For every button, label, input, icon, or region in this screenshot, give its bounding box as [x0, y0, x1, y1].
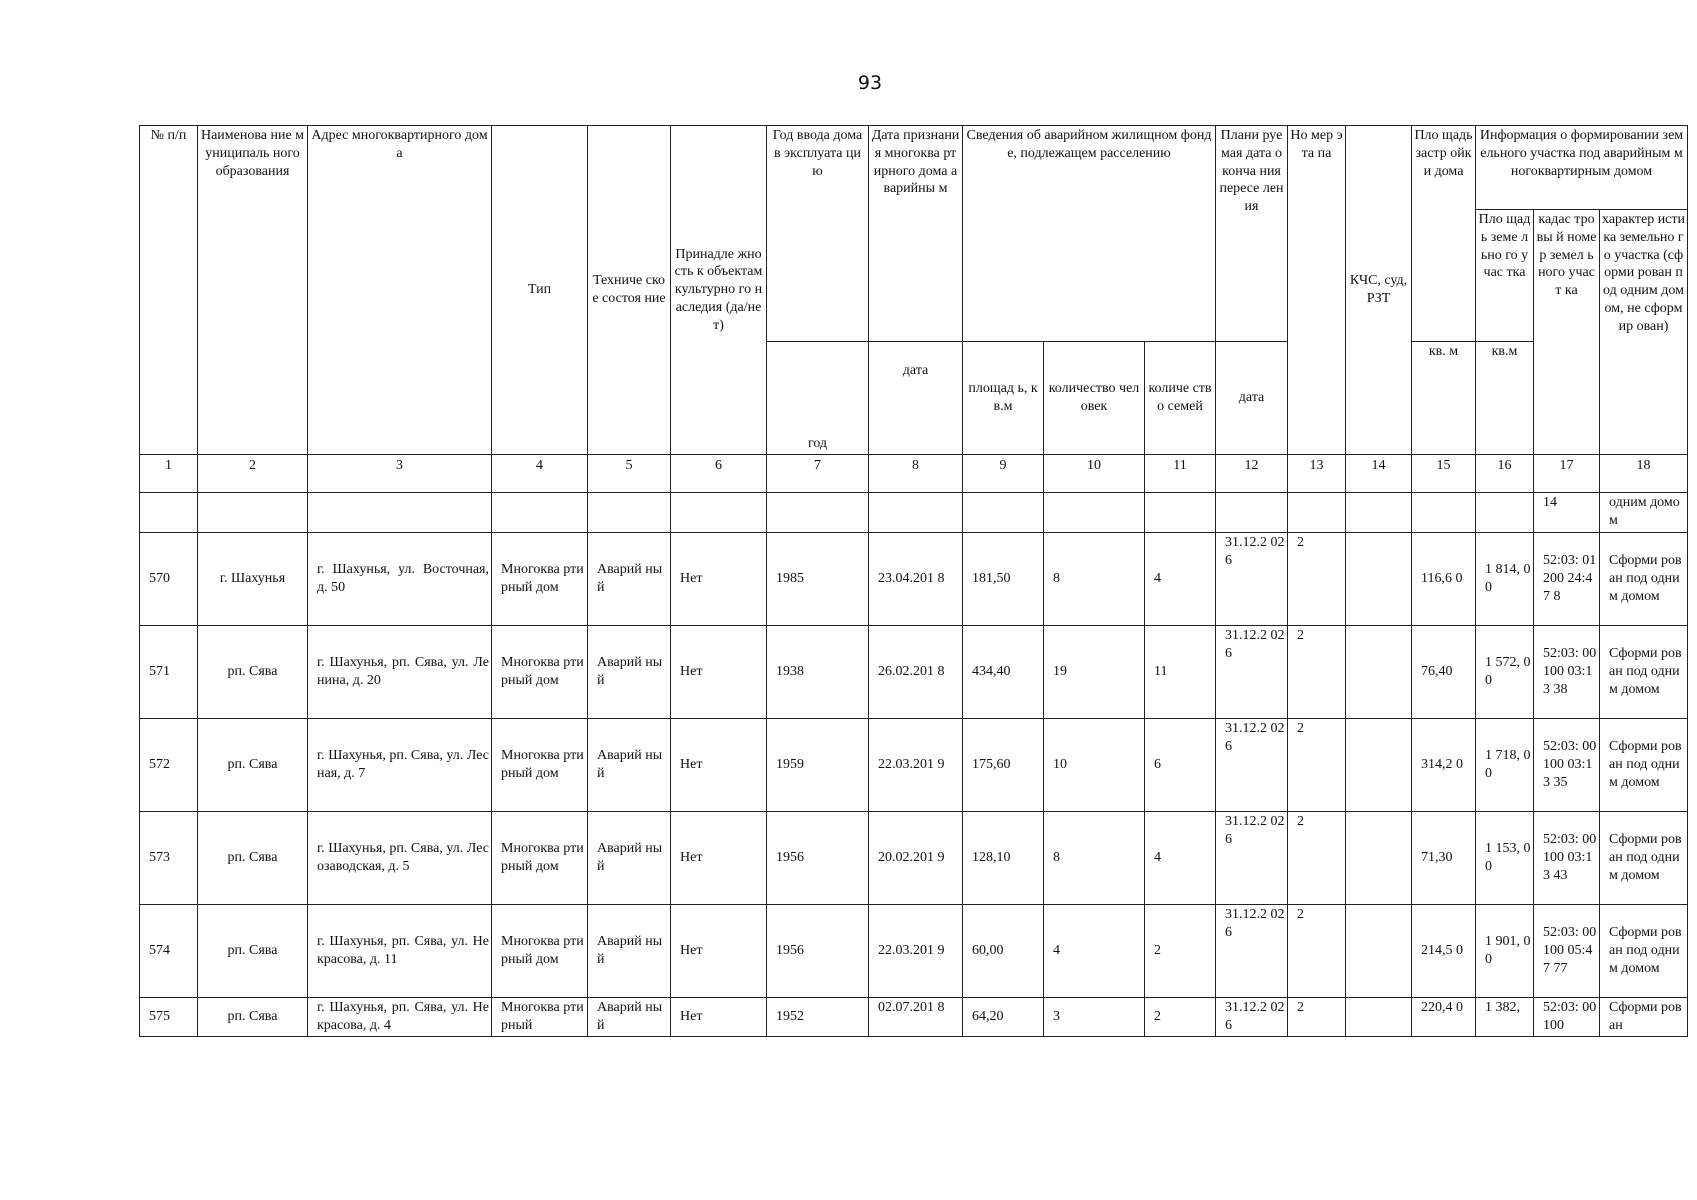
planned-date-cell: 31.12.2 026 — [1216, 905, 1288, 998]
year-cell: 1956 — [767, 905, 869, 998]
stage-cell: 2 — [1288, 626, 1346, 719]
type-cell: Многоква ртирный дом — [492, 626, 588, 719]
type-cell: Многоква ртирный дом — [492, 812, 588, 905]
table-row — [140, 533, 1688, 626]
kchs-cell — [1346, 905, 1412, 998]
col-number: 5 — [588, 455, 671, 493]
heritage-cell: Нет — [671, 812, 767, 905]
col-header-heritage: Принадле жность к объектам культурно го наследия (да/нет) — [671, 126, 767, 455]
col-number: 17 — [1534, 455, 1600, 493]
planned-date-cell: 31.12.2 026 — [1216, 998, 1288, 1037]
state-cell: Аварий ный — [588, 626, 671, 719]
cadastral-cell: 52:03: 00100 03:13 43 — [1534, 812, 1600, 905]
cadastral-cell: 52:03: 00100 03:13 35 — [1534, 719, 1600, 812]
stage-cell: 2 — [1288, 812, 1346, 905]
families-cell: 2 — [1145, 998, 1216, 1037]
land-char-cell: Сформи рован под одним домом — [1600, 626, 1688, 719]
municipality-cell: рп. Сява — [198, 905, 308, 998]
cadastral-cell: 52:03: 00100 03:13 38 — [1534, 626, 1600, 719]
address-cell: г. Шахунья, рп. Сява, ул. Лесозаводская, д. 5 — [308, 812, 492, 905]
col-header-land-char: характер истика земельно го участка (сформи рован под одним домом, не сформир ован) — [1600, 210, 1688, 455]
address-cell: г. Шахунья, ул. Восточная, д. 50 — [308, 533, 492, 626]
col-number: 11 — [1145, 455, 1216, 493]
recognition-date-cell: 02.07.201 8 — [869, 998, 963, 1037]
recognition-date-cell: 26.02.201 8 — [869, 626, 963, 719]
area-cell: 64,20 — [963, 998, 1044, 1037]
planned-date-cell: 31.12.2 026 — [1216, 533, 1288, 626]
land-area-cell: 1 153, 00 — [1476, 812, 1534, 905]
col-header-stage: Но мер эта па — [1288, 126, 1346, 455]
kchs-cell — [1346, 812, 1412, 905]
families-cell: 6 — [1145, 719, 1216, 812]
table-row — [140, 626, 1688, 719]
build-area-cell: 71,30 — [1412, 812, 1476, 905]
area-cell: 434,40 — [963, 626, 1044, 719]
municipality-cell: рп. Сява — [198, 812, 308, 905]
col-header-tech-state: Техниче ское состоя ние — [588, 126, 671, 455]
table-row — [140, 719, 1688, 812]
heritage-cell: Нет — [671, 626, 767, 719]
housing-register-table — [139, 125, 1688, 1037]
year-cell: 1985 — [767, 533, 869, 626]
build-area-cell: 214,5 0 — [1412, 905, 1476, 998]
unit-people: количество человек — [1044, 342, 1145, 455]
row-number: 572 — [140, 719, 198, 812]
kchs-cell — [1346, 719, 1412, 812]
col-header-kchs: КЧС, суд, РЗТ — [1346, 126, 1412, 455]
col-number: 12 — [1216, 455, 1288, 493]
page-number: 93 — [857, 72, 883, 94]
col-header-land-area: Пло щадь земе льно го учас тка — [1476, 210, 1534, 342]
col-number: 10 — [1044, 455, 1145, 493]
area-cell: 175,60 — [963, 719, 1044, 812]
people-cell: 8 — [1044, 812, 1145, 905]
land-area-cell: 1 572, 00 — [1476, 626, 1534, 719]
kchs-cell — [1346, 533, 1412, 626]
unit-land-area: кв.м — [1476, 342, 1534, 455]
table-body — [140, 493, 1688, 1037]
build-area-cell: 314,2 0 — [1412, 719, 1476, 812]
state-cell: Аварий ный — [588, 905, 671, 998]
unit-planned-date: дата — [1216, 342, 1288, 455]
planned-date-cell: 31.12.2 026 — [1216, 719, 1288, 812]
land-area-cell: 1 814, 00 — [1476, 533, 1534, 626]
heritage-cell: Нет — [671, 998, 767, 1037]
recognition-date-cell: 22.03.201 9 — [869, 719, 963, 812]
state-cell: Аварий ный — [588, 719, 671, 812]
unit-year: год — [767, 342, 869, 455]
col-number: 13 — [1288, 455, 1346, 493]
table-row — [140, 812, 1688, 905]
state-cell: Аварий ный — [588, 533, 671, 626]
cadastral-cell: 14 — [1534, 493, 1600, 533]
build-area-cell: 116,6 0 — [1412, 533, 1476, 626]
year-cell: 1938 — [767, 626, 869, 719]
col-header-address: Адрес многоквартирного дома — [308, 126, 492, 455]
build-area-cell: 76,40 — [1412, 626, 1476, 719]
area-cell: 181,50 — [963, 533, 1044, 626]
people-cell: 3 — [1044, 998, 1145, 1037]
col-header-num: № п/п — [140, 126, 198, 455]
land-char-cell: Сформи рован под одним домом — [1600, 533, 1688, 626]
stage-cell: 2 — [1288, 905, 1346, 998]
col-number: 9 — [963, 455, 1044, 493]
unit-area: площад ь, кв.м — [963, 342, 1044, 455]
land-char-cell: одним домом — [1600, 493, 1688, 533]
families-cell: 4 — [1145, 533, 1216, 626]
col-number: 4 — [492, 455, 588, 493]
people-cell: 10 — [1044, 719, 1145, 812]
column-number-row — [140, 455, 1688, 493]
land-char-cell: Сформи рован под одним домом — [1600, 905, 1688, 998]
land-area-cell: 1 718, 00 — [1476, 719, 1534, 812]
address-cell: г. Шахунья, рп. Сява, ул. Лесная, д. 7 — [308, 719, 492, 812]
col-number: 1 — [140, 455, 198, 493]
families-cell: 11 — [1145, 626, 1216, 719]
table-row — [140, 905, 1688, 998]
heritage-cell: Нет — [671, 905, 767, 998]
year-cell: 1952 — [767, 998, 869, 1037]
land-char-cell: Сформи рован — [1600, 998, 1688, 1037]
build-area-cell: 220,4 0 — [1412, 998, 1476, 1037]
unit-date: дата — [869, 342, 963, 455]
stage-cell: 2 — [1288, 719, 1346, 812]
col-header-municipality: Наименова ние муниципаль ного образования — [198, 126, 308, 455]
col-number: 6 — [671, 455, 767, 493]
col-number: 18 — [1600, 455, 1688, 493]
land-area-cell: 1 382, — [1476, 998, 1534, 1037]
col-header-planned-date: Плани руемая дата оконча ния пересе ления — [1216, 126, 1288, 342]
col-number: 15 — [1412, 455, 1476, 493]
address-cell: г. Шахунья, рп. Сява, ул. Некрасова, д. 4 — [308, 998, 492, 1037]
cadastral-cell: 52:03: 00100 05:47 77 — [1534, 905, 1600, 998]
col-header-year: Год ввода дома в эксплуата цию — [767, 126, 869, 342]
municipality-cell: рп. Сява — [198, 998, 308, 1037]
col-number: 7 — [767, 455, 869, 493]
unit-families: количе ство семей — [1145, 342, 1216, 455]
cadastral-cell: 52:03: 00100 — [1534, 998, 1600, 1037]
table-header — [140, 126, 1688, 493]
municipality-cell: рп. Сява — [198, 719, 308, 812]
col-number: 14 — [1346, 455, 1412, 493]
type-cell: Многоква ртирный дом — [492, 533, 588, 626]
row-number: 571 — [140, 626, 198, 719]
families-cell: 4 — [1145, 812, 1216, 905]
address-cell: г. Шахунья, рп. Сява, ул. Некрасова, д. 11 — [308, 905, 492, 998]
heritage-cell: Нет — [671, 533, 767, 626]
col-header-cadastral: кадас тровы й номер земел ьного участ ка — [1534, 210, 1600, 455]
people-cell: 19 — [1044, 626, 1145, 719]
type-cell: Многоква ртирный дом — [492, 719, 588, 812]
unit-build-area: кв. м — [1412, 342, 1476, 455]
land-char-cell: Сформи рован под одним домом — [1600, 719, 1688, 812]
municipality-cell: г. Шахунья — [198, 533, 308, 626]
area-cell: 128,10 — [963, 812, 1044, 905]
continuation-row — [140, 493, 1688, 533]
col-number: 8 — [869, 455, 963, 493]
municipality-cell: рп. Сява — [198, 626, 308, 719]
recognition-date-cell: 22.03.201 9 — [869, 905, 963, 998]
type-cell: Многоква ртирный дом — [492, 905, 588, 998]
col-number: 2 — [198, 455, 308, 493]
col-header-emergency-fund: Сведения об аварийном жилищном фонде, подлежащем расселению — [963, 126, 1216, 342]
stage-cell: 2 — [1288, 533, 1346, 626]
planned-date-cell: 31.12.2 026 — [1216, 812, 1288, 905]
cadastral-cell: 52:03: 01200 24:47 8 — [1534, 533, 1600, 626]
state-cell: Аварий ный — [588, 998, 671, 1037]
stage-cell: 2 — [1288, 998, 1346, 1037]
row-number: 573 — [140, 812, 198, 905]
address-cell: г. Шахунья, рп. Сява, ул. Ленина, д. 20 — [308, 626, 492, 719]
year-cell: 1956 — [767, 812, 869, 905]
recognition-date-cell: 20.02.201 9 — [869, 812, 963, 905]
heritage-cell: Нет — [671, 719, 767, 812]
area-cell: 60,00 — [963, 905, 1044, 998]
state-cell: Аварий ный — [588, 812, 671, 905]
people-cell: 8 — [1044, 533, 1145, 626]
planned-date-cell: 31.12.2 026 — [1216, 626, 1288, 719]
people-cell: 4 — [1044, 905, 1145, 998]
col-number: 16 — [1476, 455, 1534, 493]
col-number: 3 — [308, 455, 492, 493]
land-char-cell: Сформи рован под одним домом — [1600, 812, 1688, 905]
recognition-date-cell: 23.04.201 8 — [869, 533, 963, 626]
year-cell: 1959 — [767, 719, 869, 812]
kchs-cell — [1346, 998, 1412, 1037]
col-header-type: Тип — [492, 126, 588, 455]
land-area-cell: 1 901, 00 — [1476, 905, 1534, 998]
row-number: 574 — [140, 905, 198, 998]
type-cell: Многоква ртирный — [492, 998, 588, 1037]
row-number: 575 — [140, 998, 198, 1037]
kchs-cell — [1346, 626, 1412, 719]
col-header-recognition-date: Дата признани я многоква ртирного дома аварийны м — [869, 126, 963, 342]
col-header-land-info: Информация о формировании земельного участка под аварийным многоквартирным домом — [1476, 126, 1688, 210]
row-number: 570 — [140, 533, 198, 626]
table-row — [140, 998, 1688, 1037]
col-header-build-area: Пло щадь застр ойки дома — [1412, 126, 1476, 342]
families-cell: 2 — [1145, 905, 1216, 998]
